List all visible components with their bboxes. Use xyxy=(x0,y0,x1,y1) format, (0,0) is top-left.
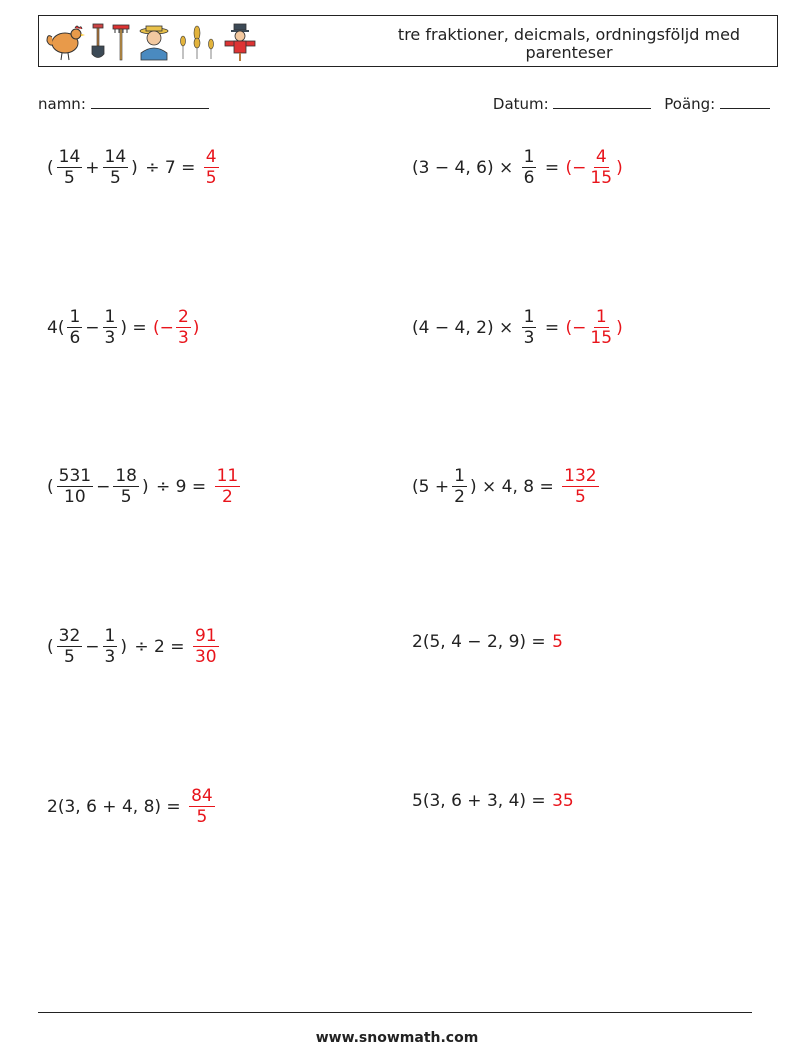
denominator: 15 xyxy=(590,168,613,188)
denominator: 30 xyxy=(194,647,217,667)
expression-text: ) = xyxy=(120,317,147,338)
problem-4 xyxy=(411,307,623,348)
rake-icon xyxy=(111,23,131,61)
worksheet-title: tre fraktioner, deicmals, ordningsföljd med parenteser xyxy=(397,25,741,62)
fraction xyxy=(103,147,129,188)
expression-text: 4( xyxy=(47,317,65,338)
denominator: 15 xyxy=(590,328,613,348)
answer-2: (− $\frac{4}{15}$ ) xyxy=(565,147,623,188)
fraction xyxy=(103,307,118,348)
numerator: 1 xyxy=(104,626,116,646)
denominator: 10 xyxy=(64,487,86,507)
answer-8: 5 xyxy=(552,632,563,652)
fraction xyxy=(522,147,537,188)
problem-2 xyxy=(411,147,623,188)
numerator: 1 xyxy=(69,307,81,327)
student-info-row xyxy=(38,94,770,116)
numerator: 11 xyxy=(216,466,239,486)
expression-text: 5(3, 6 + 3, 4) = xyxy=(412,791,546,811)
denominator: 5 xyxy=(574,487,586,507)
problem-7 xyxy=(46,626,221,667)
fraction xyxy=(57,147,83,188)
expression-text: = xyxy=(544,157,560,178)
numerator: 1 xyxy=(523,307,535,327)
expression-text: ÷ 7 = xyxy=(145,157,196,178)
fraction xyxy=(67,307,82,348)
expression-text: (5 + xyxy=(412,476,450,497)
problem-9 xyxy=(46,786,217,827)
scarecrow-icon xyxy=(223,23,257,61)
expression-text: ÷ 2 = xyxy=(134,636,185,657)
numerator: 1 xyxy=(104,307,116,327)
denominator: 3 xyxy=(177,328,189,348)
expression-text: ( xyxy=(47,476,54,497)
fraction xyxy=(103,626,118,667)
answer-9 xyxy=(189,786,215,827)
expression-text: ( xyxy=(47,636,54,657)
expression-text: 2(5, 4 − 2, 9) = xyxy=(412,632,546,652)
fraction xyxy=(452,466,467,507)
answer-10: 35 xyxy=(552,791,574,811)
expression-text: ) xyxy=(120,636,127,657)
farmer-icon xyxy=(135,23,173,61)
expression-text: + xyxy=(85,157,100,178)
fraction xyxy=(57,466,93,507)
numerator: 1 xyxy=(454,466,465,486)
footer-url[interactable]: www.snowmath.com xyxy=(315,1030,479,1046)
numerator: 14 xyxy=(58,147,81,167)
numerator: 91 xyxy=(194,626,217,646)
problem-1 xyxy=(46,147,221,188)
answer-7 xyxy=(193,626,219,667)
date-field[interactable] xyxy=(553,94,651,109)
expression-text: ÷ 9 = xyxy=(156,476,207,497)
denominator: 2 xyxy=(454,487,465,507)
name-label: namn: xyxy=(38,95,86,113)
header-box xyxy=(38,15,778,67)
answer-5 xyxy=(215,466,241,507)
expression-text: = xyxy=(544,317,560,338)
denominator: 5 xyxy=(205,168,217,188)
fraction xyxy=(588,147,614,188)
answer-4: (− $\frac{1}{15}$ ) xyxy=(565,307,623,348)
problem-3 xyxy=(46,307,199,348)
answer-3: (− $\frac{2}{3}$ ) xyxy=(153,307,200,348)
expression-text: (4 − 4, 2) × xyxy=(412,317,514,338)
problem-5 xyxy=(46,466,242,507)
denominator: 5 xyxy=(196,807,208,827)
shovel-icon xyxy=(89,23,107,61)
problem-10 xyxy=(411,791,574,811)
expression-text: ( xyxy=(47,157,54,178)
denominator: 6 xyxy=(523,168,535,188)
numerator: 32 xyxy=(58,626,81,646)
numerator: 4 xyxy=(595,147,607,167)
denominator: 3 xyxy=(523,328,535,348)
expression-text: (3 − 4, 6) × xyxy=(412,157,514,178)
problem-6 xyxy=(411,466,601,507)
icon-strip xyxy=(45,22,257,62)
expression-text: − xyxy=(96,476,111,497)
wheat-icon xyxy=(177,23,219,61)
numerator: 132 xyxy=(564,466,597,486)
expression-text: ) × 4, 8 = xyxy=(469,476,554,497)
expression-text: 2(3, 6 + 4, 8) = xyxy=(47,796,181,817)
numerator: 84 xyxy=(191,786,213,806)
denominator: 5 xyxy=(64,647,75,667)
footer-divider xyxy=(38,1012,752,1013)
denominator: 3 xyxy=(104,328,116,348)
numerator: 531 xyxy=(58,466,92,486)
expression-text: ) xyxy=(131,157,138,178)
denominator: 6 xyxy=(69,328,81,348)
numerator: 14 xyxy=(104,147,127,167)
numerator: 2 xyxy=(177,307,189,327)
expression-text: − xyxy=(85,317,100,338)
numerator: 4 xyxy=(205,147,217,167)
denominator: 5 xyxy=(64,168,75,188)
denominator: 3 xyxy=(104,647,116,667)
denominator: 2 xyxy=(221,487,233,507)
expression-text: ) xyxy=(141,476,149,497)
name-field[interactable] xyxy=(91,94,209,109)
date-label: Datum: xyxy=(492,95,549,113)
fraction xyxy=(176,307,191,348)
denominator: 5 xyxy=(109,168,121,188)
score-field[interactable] xyxy=(720,94,770,109)
expression-text: − xyxy=(85,636,100,657)
fraction xyxy=(522,307,537,348)
fraction xyxy=(113,466,139,507)
denominator: 5 xyxy=(120,487,132,507)
answer-1 xyxy=(204,147,219,188)
numerator: 1 xyxy=(595,307,607,327)
numerator: 18 xyxy=(115,466,137,486)
fraction xyxy=(57,626,83,667)
problem-8 xyxy=(411,632,563,652)
fraction xyxy=(588,307,614,348)
answer-6 xyxy=(562,466,598,507)
numerator: 1 xyxy=(523,147,535,167)
chicken-icon xyxy=(45,23,85,61)
score-label: Poäng: xyxy=(664,95,716,113)
